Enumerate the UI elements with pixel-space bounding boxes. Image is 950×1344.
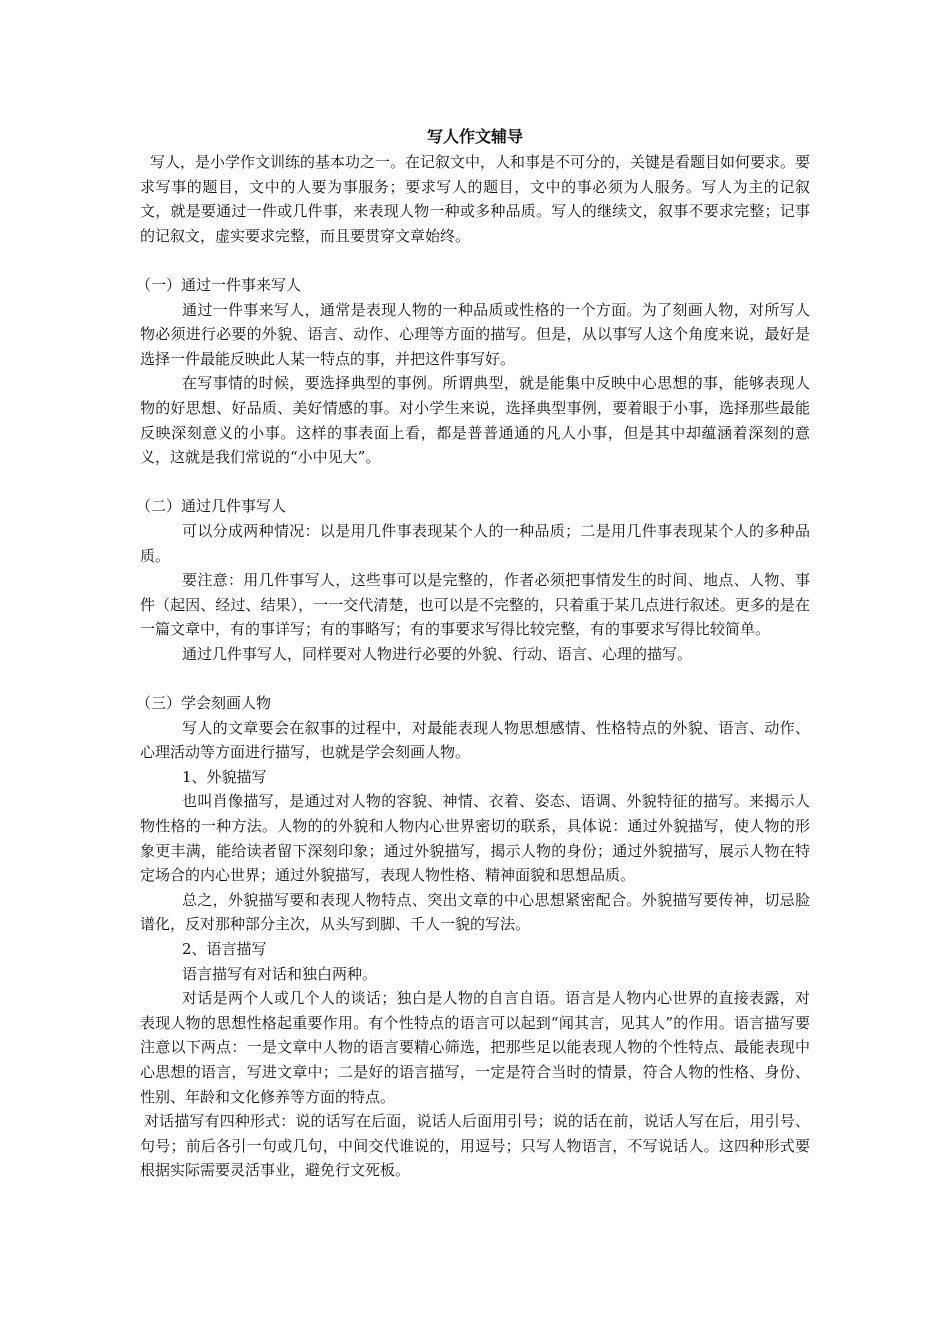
section-1-heading: （一）通过一件事来写人 bbox=[136, 275, 302, 294]
section-2-paragraph-3: 通过几件事写人，同样要对人物进行必要的外貌、行动、语言、心理的描写。 bbox=[182, 644, 693, 663]
section-3-intro: 写人的文章要会在叙事的过程中，对最能表现人物思想感情、性格特点的外貌、语言、动作、心理活动等方面进行描写，也就是学会刻画人物。 bbox=[140, 718, 810, 762]
subsection-2-heading: 2、语言描写 bbox=[182, 940, 267, 958]
section-2-heading: （二）通过几件事写人 bbox=[136, 497, 287, 516]
subsection-1-paragraph-2: 总之，外貌描写要和表现人物特点、突出文章的中心思想紧密配合。外貌描写要传神，切忌脸谱化，反对那种部分主次，从头写到脚、千人一貌的写法。 bbox=[140, 890, 810, 934]
section-2-paragraph-1: 可以分成两种情况：以是用几件事表现某个人的一种品质；二是用几件事表现某个人的多种品质。 bbox=[140, 521, 810, 565]
section-3-heading: （三）学会刻画人物 bbox=[136, 694, 272, 713]
intro-paragraph: 写人，是小学作文训练的基本功之一。在记叙文中，人和事是不可分的，关键是看题目如何要求。要求写事的题目，文中的人要为事服务；要求写人的题目，文中的事必须为人服务。写人为主的记叙文，就是要通过一件或几件事，来表现人物一种或多种品质。写人的继续文，叙事不要求完整；记事的记叙文，虚实要求完整，而且要贯穿文章始终。 bbox=[140, 153, 811, 245]
subsection-2-closing-paragraph: 对话描写有四种形式：说的话写在后面，说话人后面用引号；说的话在前，说话人写在后，用引号、句号；前后各引一句或几句，中间交代谁说的，用逗号；只写人物语言，不写说话人。这四种形式要根据实际需要灵活事业，避免行文死板。 bbox=[140, 1112, 810, 1180]
section-1-paragraph-1: 通过一件事来写人，通常是表现人物的一种品质或性格的一个方面。为了刻画人物，对所写人物必须进行必要的外貌、语言、动作、心理等方面的描写。但是，从以事写人这个角度来说，最好是选择一件最能反映此人某一特点的事，并把这件事写好。 bbox=[140, 300, 810, 368]
subsection-2-paragraph-1: 语言描写有对话和独白两种。 bbox=[182, 964, 378, 983]
section-1-paragraph-2: 在写事情的时候，要选择典型的事例。所谓典型，就是能集中反映中心思想的事，能够表现人物的好思想、好品质、美好情感的事。对小学生来说，选择典型事例，要着眼于小事，选择那些最能反映深刻意义的小事。这样的事表面上看，都是普普通通的凡人小事，但是其中却蕴涵着深刻的意义，这就是我们常说的“小中见大”。 bbox=[140, 374, 810, 467]
subsection-1-heading: 1、外貌描写 bbox=[182, 767, 267, 786]
document-title: 写人作文辅导 bbox=[426, 127, 523, 146]
subsection-2-paragraph-2: 对话是两个人或几个人的谈话；独白是人物的自言自语。语言是人物内心世界的直接表露，对表现人物的思想性格起重要作用。有个性特点的语言可以起到“闻其言，见其人”的作用。语言描写要注意以下两点：一是文章中人物的语言要精心筛选，把那些足以能表现人物的个性特点、最能表现中心思想的语言，写进文章中；二是好的语言描写，一定是符合当时的情景，符合人物的性格、身份、性别、年龄和文化修养等方面的特点。 bbox=[140, 989, 810, 1106]
document-page bbox=[136, 124, 811, 1183]
section-2-paragraph-2: 要注意：用几件事写人，这些事可以是完整的，作者必须把事情发生的时间、地点、人物、事件（起因、经过、结果），一一交代清楚，也可以是不完整的，只着重于某几点进行叙述。更多的是在一篇文章中，有的事详写；有的事略写；有的事要求写得比较完整，有的事要求写得比较简单。 bbox=[140, 571, 810, 639]
subsection-1-paragraph-1: 也叫肖像描写，是通过对人物的容貌、神情、衣着、姿态、语调、外貌特征的描写。来揭示人物性格的一种方法。人物的的外貌和人物内心世界密切的联系，具体说：通过外貌描写，使人物的形象更丰满，能给读者留下深刻印象；通过外貌描写，揭示人物的身份；通过外貌描写，展示人物在特定场合的内心世界；通过外貌描写，表现人物性格、精神面貌和思想品质。 bbox=[140, 792, 810, 885]
